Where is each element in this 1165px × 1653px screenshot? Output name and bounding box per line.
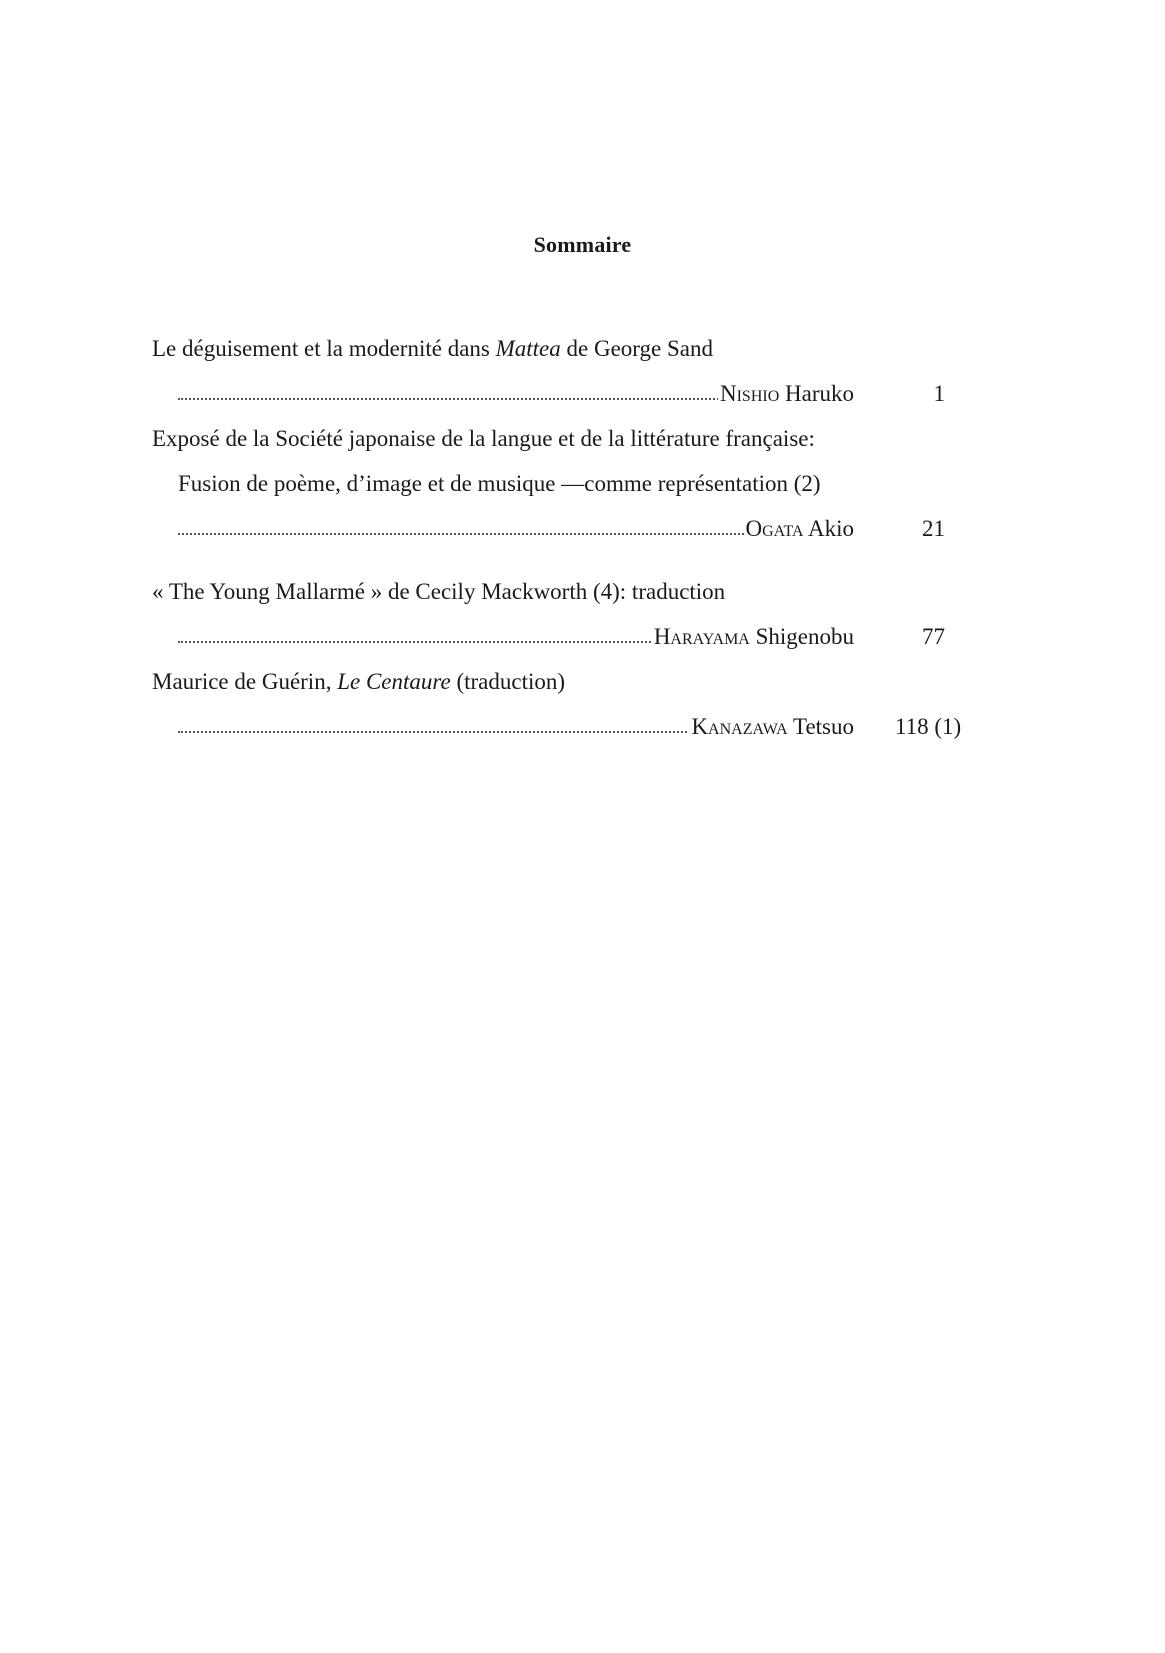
title-text: (traduction) xyxy=(450,669,566,694)
author-name: Kanazawa Tetsuo xyxy=(689,712,854,742)
toc-entry-subtitle: Fusion de poème, d’image et de musique —comme représentation (2) xyxy=(178,471,821,496)
page-number: 1 xyxy=(933,381,945,406)
title-text: de George Sand xyxy=(560,336,713,361)
page-number: 77 xyxy=(922,624,945,649)
title-italic: Le Centaure xyxy=(337,669,451,694)
page-title: Sommaire xyxy=(533,232,632,257)
toc-entry-author-line xyxy=(152,712,1012,757)
title-text: Maurice de Guérin, xyxy=(152,669,338,694)
title-italic: Mattea xyxy=(495,336,561,361)
table-of-contents xyxy=(152,334,1012,757)
page-number: 21 xyxy=(922,516,945,541)
toc-entry-title xyxy=(152,334,1012,379)
toc-entry-title xyxy=(152,667,1012,712)
author-name: Harayama Shigenobu xyxy=(652,622,854,652)
toc-entry-author-line xyxy=(152,379,1012,424)
author-name: Ogata Akio xyxy=(744,514,854,544)
toc-entry-title: « The Young Mallarmé » de Cecily Mackworth (4): traduction xyxy=(152,579,726,604)
toc-entry-title: Exposé de la Société japonaise de la langue et de la littérature française: xyxy=(152,426,815,451)
author-name: Nishio Haruko xyxy=(718,379,854,409)
page-number: 118 (1) xyxy=(895,714,962,739)
title-text: Le déguisement et la modernité dans xyxy=(152,336,496,361)
dot-leader xyxy=(178,729,718,733)
dot-leader xyxy=(178,531,768,535)
dot-leader xyxy=(178,396,738,400)
toc-entry-author-line xyxy=(152,622,1012,667)
toc-entry-author-line xyxy=(152,514,1012,559)
dot-leader xyxy=(178,639,678,643)
